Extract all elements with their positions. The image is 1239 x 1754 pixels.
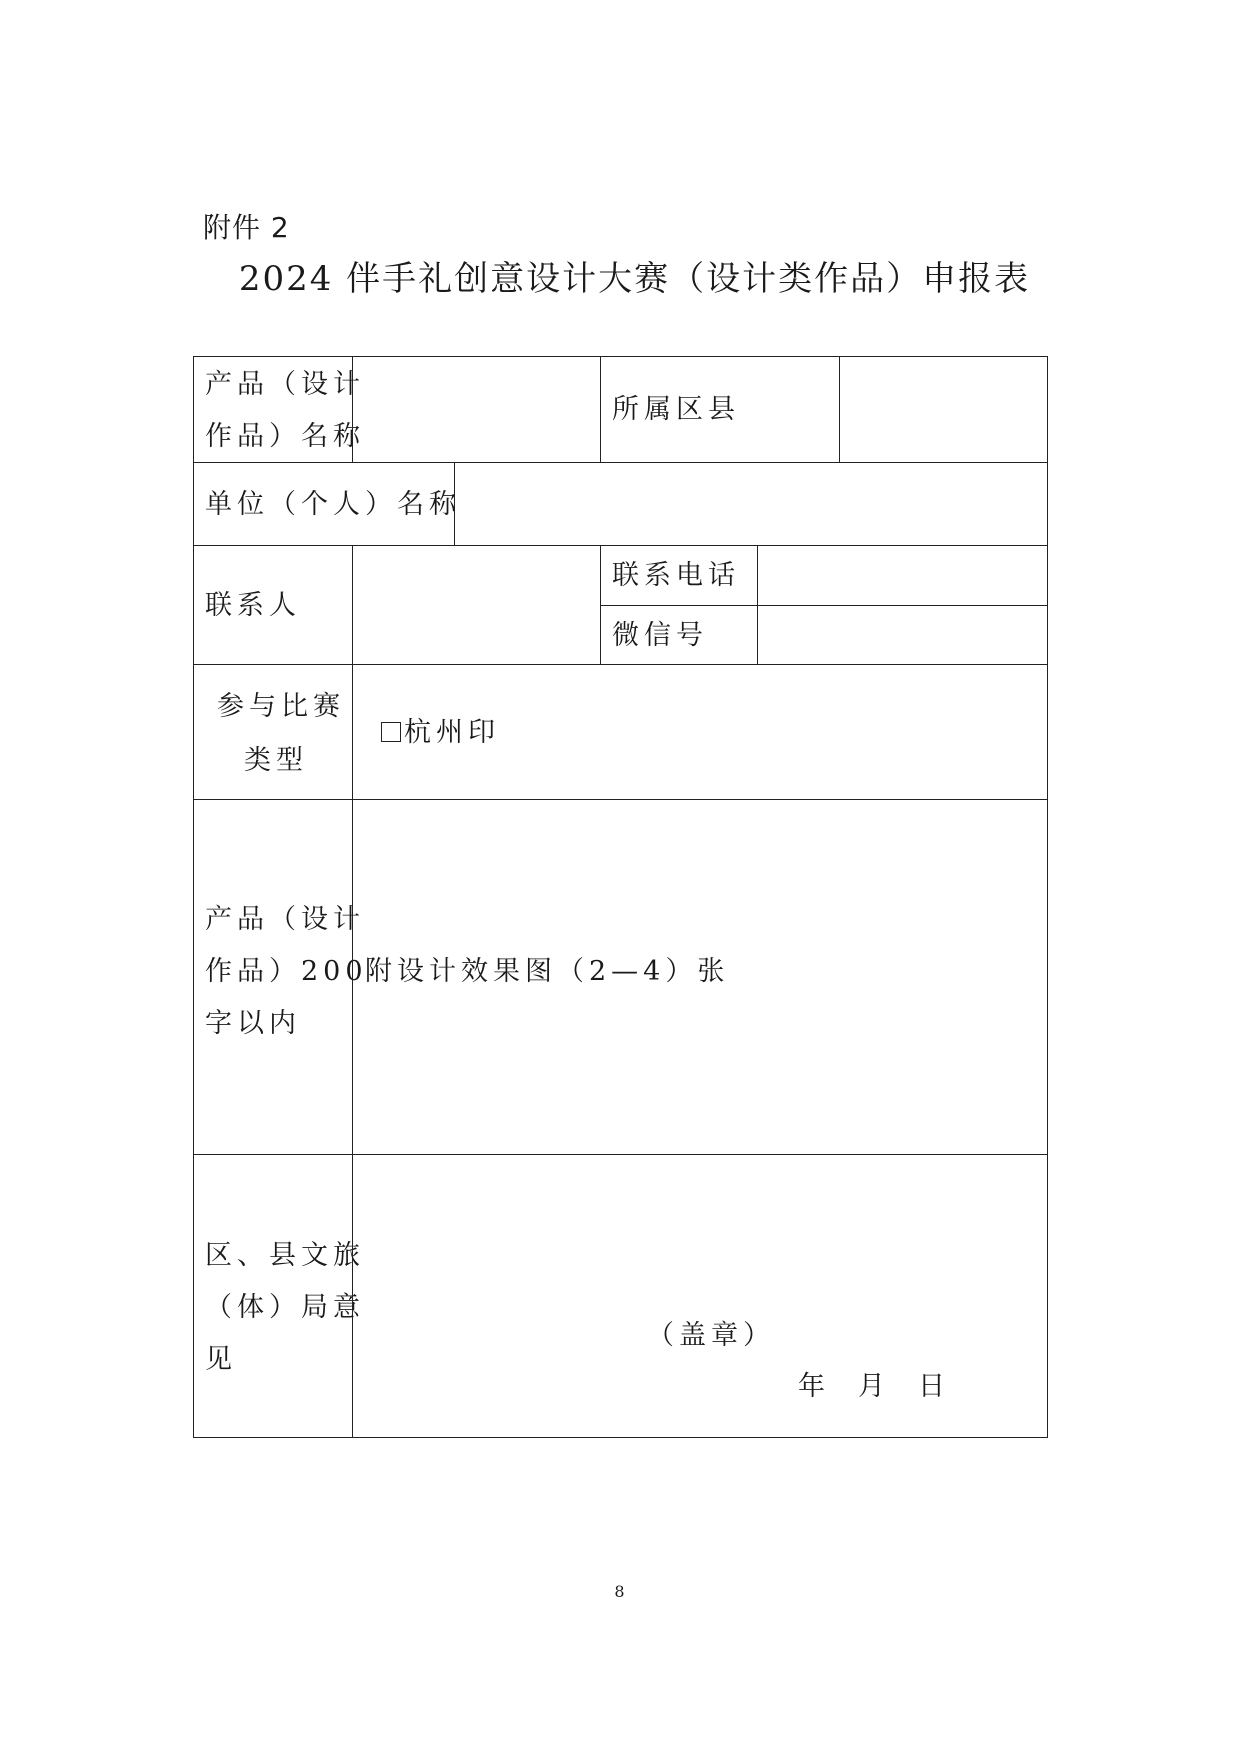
district-label-cell: [600, 356, 840, 463]
description-label-cell: [193, 799, 368, 1155]
category-label-line1: 参与比赛: [217, 691, 345, 722]
opinion-label-line1: 区、县文旅: [205, 1240, 365, 1271]
product-name-label-line2: 作品）名称: [205, 421, 365, 452]
phone-input-cell[interactable]: [757, 545, 1048, 606]
opinion-label-line2: （体）局意: [205, 1292, 365, 1323]
description-label-line1: 产品（设计: [205, 904, 365, 935]
application-form-table: [193, 356, 1048, 1438]
page-number: 8: [614, 1582, 625, 1601]
product-name-label-cell: [193, 356, 365, 463]
category-options-cell: [352, 664, 1048, 800]
category-label-line2: 类型: [244, 745, 308, 776]
checkbox-icon[interactable]: [381, 722, 401, 742]
category-option-hangzhou[interactable]: [381, 707, 500, 759]
category-option-label: 杭州印: [404, 717, 500, 748]
wechat-label-cell: [600, 605, 758, 665]
description-label-line2: 作品）200: [205, 956, 368, 987]
unit-name-label: 单位（个人）名称: [205, 489, 461, 520]
seal-text: （盖章）: [647, 1320, 775, 1351]
date-month-label: 月: [858, 1371, 890, 1402]
date-day-label: 日: [918, 1371, 950, 1402]
opinion-label-cell: [193, 1154, 365, 1438]
phone-label: 联系电话: [612, 560, 740, 591]
attachment-label: 附件 2: [203, 211, 290, 244]
contact-label: 联系人: [205, 590, 301, 621]
contact-input-cell[interactable]: [352, 545, 601, 665]
document-title: 2024 伴手礼创意设计大赛（设计类作品）申报表: [238, 259, 1031, 299]
unit-name-input-cell[interactable]: [454, 462, 1048, 546]
category-label-cell: [193, 664, 353, 800]
description-label-line3: 字以内: [205, 1008, 301, 1039]
phone-label-cell: [600, 545, 758, 606]
opinion-input-cell[interactable]: [352, 1154, 1048, 1438]
product-name-input-cell[interactable]: [352, 356, 601, 463]
district-input-cell[interactable]: [839, 356, 1048, 463]
date-year-label: 年: [798, 1371, 830, 1402]
contact-label-cell: [193, 545, 353, 665]
product-name-label-line1: 产品（设计: [205, 369, 365, 400]
district-label: 所属区县: [612, 394, 740, 425]
opinion-label-line3: 见: [205, 1344, 237, 1375]
description-hint: 附设计效果图（2—4）张: [365, 956, 730, 987]
wechat-label: 微信号: [612, 620, 708, 651]
unit-name-label-cell: [193, 462, 461, 546]
description-input-cell[interactable]: [352, 799, 1048, 1155]
wechat-input-cell[interactable]: [757, 605, 1048, 665]
